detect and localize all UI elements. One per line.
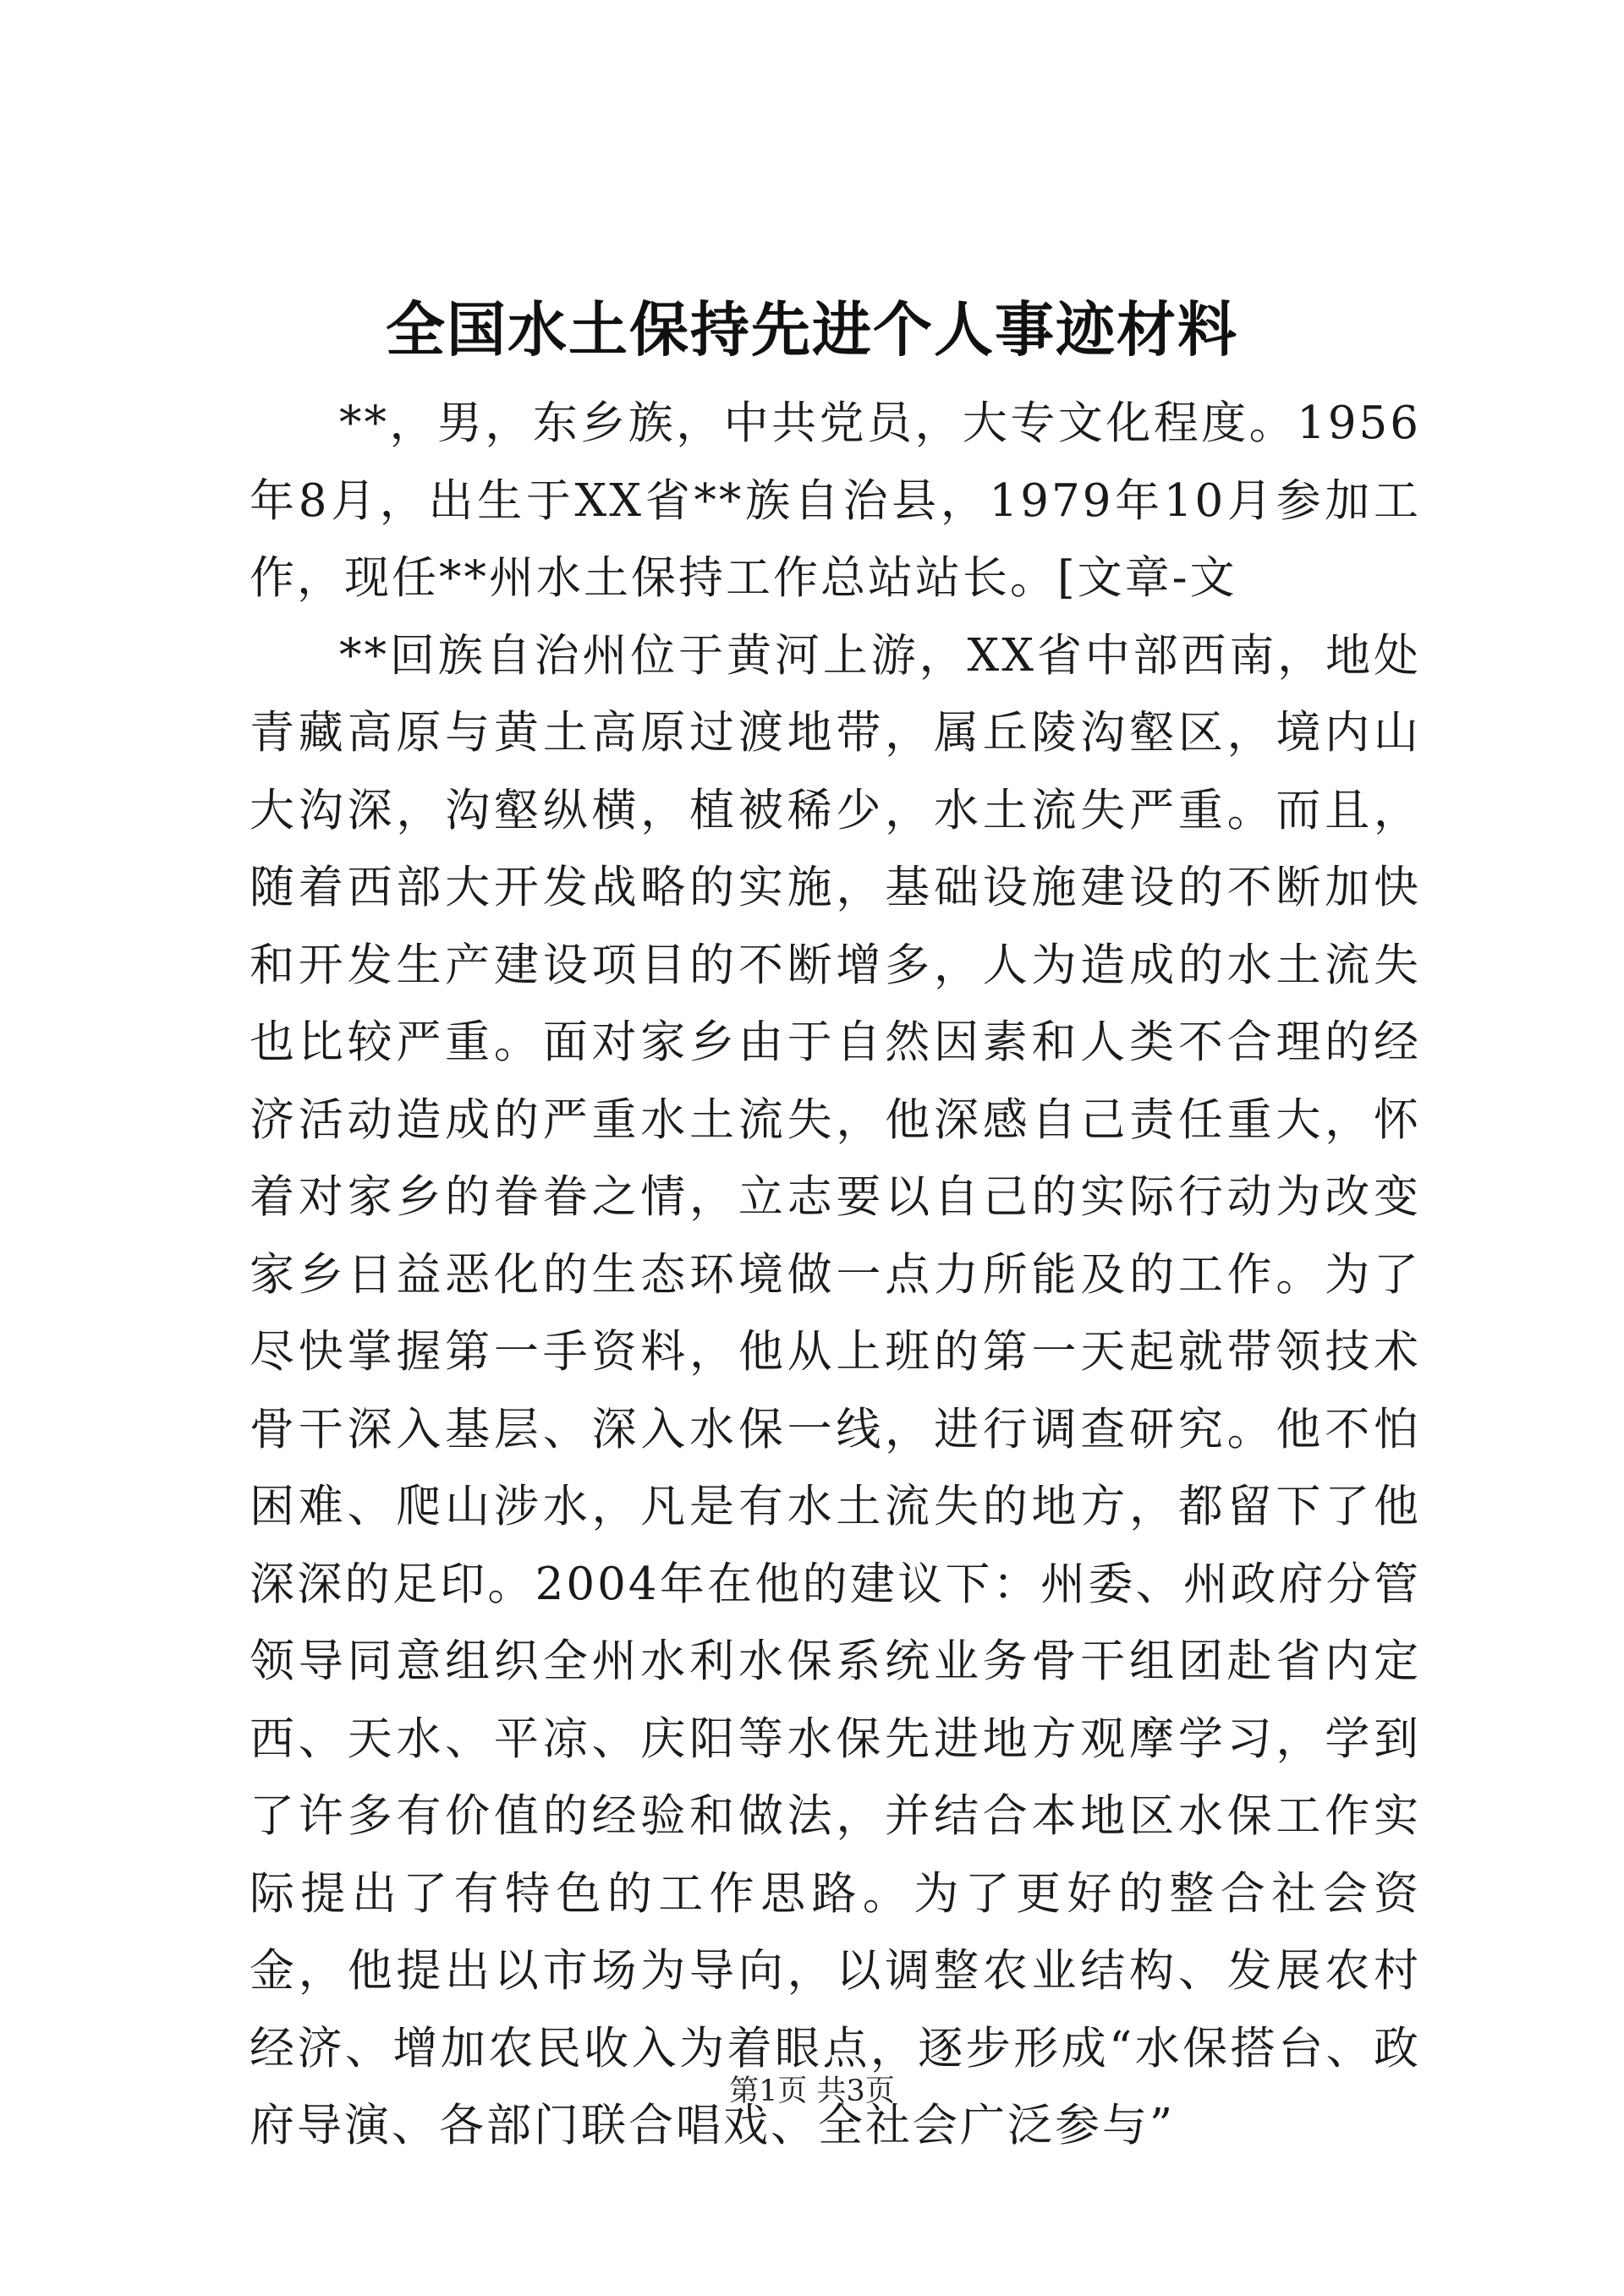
page-footer: 第1页 共3页 (729, 2074, 895, 2108)
document-body (250, 385, 1421, 2165)
document-title: 全国水土保持先进个人事迹材料 (386, 294, 1238, 364)
paragraph-main: **回族自治州位于黄河上游，XX省中部西南，地处青藏高原与黄土高原过渡地带，属丘陵沟壑区，境内山大沟深，沟壑纵横，植被稀少，水土流失严重。而且，随着西部大开发战略的实施，基础设施建设的不断加快和开发生产建设项目的不断增多，人为造成的水土流失也比较严重。面对家乡由于自然因素和人类不合理的经济活动造成的严重水土流失，他深感自己责任重大，怀着对家乡的眷眷之情，立志要以自己的实际行动为改变家乡日益恶化的生态环境做一点力所能及的工作。为了尽快掌握第一手资料，他从上班的第一天起就带领技术骨干深入基层、深入水保一线，进行调查研究。他不怕困难、爬山涉水，凡是有水土流失的地方，都留下了他深深的足印。2004年在他的建议下：州委、州政府分管领导同意组织全州水利水保系统业务骨干组团赴省内定西、天水、平凉、庆阳等水保先进地方观摩学习，学到了许多有价值的经验和做法，并结合本地区水保工作实际提出了有特色的工作思路。为了更好的整合社会资金，他提出以市场为导向，以调整农业结构、发展农村经济、增加农民收入为着眼点，逐步形成“水保搭台、政府导演、各部门联合唱戏、全社会广泛参与” (250, 629, 1421, 2151)
paragraph-intro: **，男，东乡族，中共党员，大专文化程度。1956年8月，出生于XX省**族自治县，1979年10月参加工作，现任**州水土保持工作总站站长。[文章-文 (250, 397, 1421, 604)
